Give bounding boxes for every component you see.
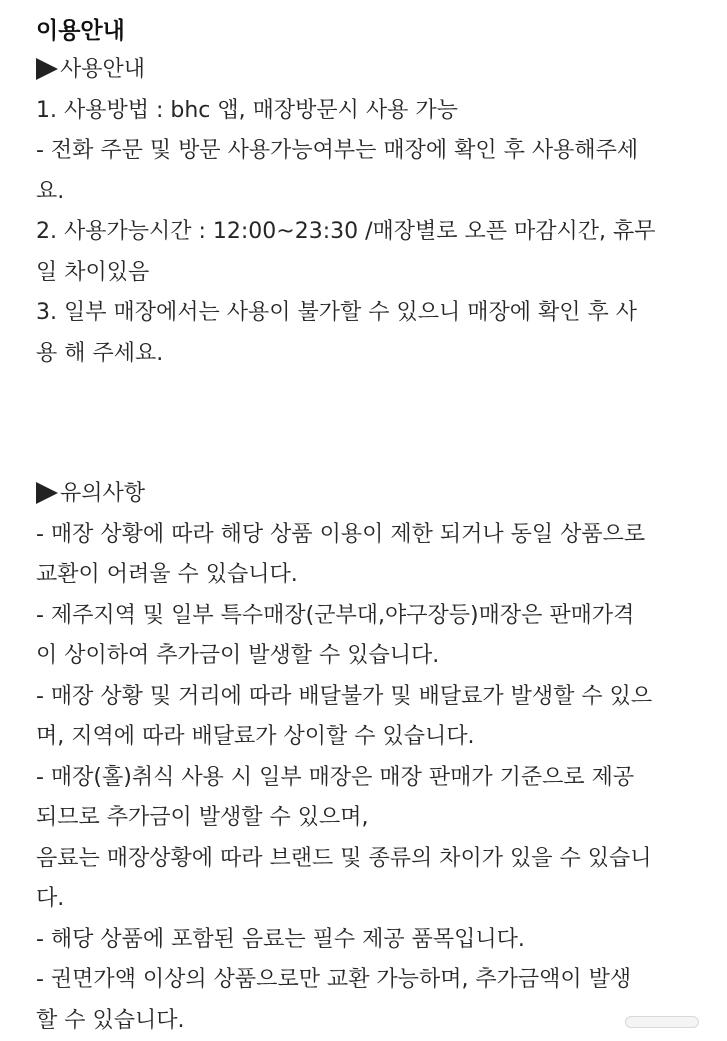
notice-line: 이 상이하여 추가금이 발생할 수 있습니다. [36, 636, 696, 677]
usage-line: 2. 사용가능시간 : 12:00~23:30 /매장별로 오픈 마감시간, 휴무 [36, 212, 696, 253]
notice-line: - 매장(홀)취식 사용 시 일부 매장은 매장 판매가 기준으로 제공 [36, 758, 696, 799]
notice-line: - 매장 상황 및 거리에 따라 배달불가 및 배달료가 발생할 수 있으 [36, 677, 696, 718]
triangle-right-icon [36, 482, 58, 504]
usage-line: 용 해 주세요. [36, 334, 696, 375]
notice-line: - 제주지역 및 일부 특수매장(군부대,야구장등)매장은 판매가격 [36, 596, 696, 637]
usage-heading-label: 사용안내 [60, 57, 145, 82]
notice-line: 교환이 어려울 수 있습니다. [36, 555, 696, 596]
notice-line: 되므로 추가금이 발생할 수 있으며, [36, 798, 696, 839]
notice-line: 며, 지역에 따라 배달료가 상이할 수 있습니다. [36, 717, 696, 758]
usage-line: - 전화 주문 및 방문 사용가능여부는 매장에 확인 후 사용해주세 [36, 131, 696, 172]
scroll-indicator[interactable] [625, 1016, 699, 1028]
usage-line: 3. 일부 매장에서는 사용이 불가할 수 있으니 매장에 확인 후 사 [36, 293, 696, 334]
usage-guide [36, 12, 696, 1041]
usage-line: 요. [36, 172, 696, 213]
notice-heading [36, 474, 696, 515]
notice-line: 할 수 있습니다. [36, 1001, 696, 1041]
section-spacer [36, 374, 696, 474]
notice-line: - 권면가액 이상의 상품으로만 교환 가능하며, 추가금액이 발생 [36, 960, 696, 1001]
notice-line: - 매장 상황에 따라 해당 상품 이용이 제한 되거나 동일 상품으로 [36, 515, 696, 556]
notice-line: 다. [36, 879, 696, 920]
usage-line: 일 차이있음 [36, 253, 696, 294]
notice-line: - 해당 상품에 포함된 음료는 필수 제공 품목입니다. [36, 920, 696, 961]
usage-heading [36, 50, 696, 91]
notice-heading-label: 유의사항 [60, 481, 145, 506]
usage-line: 1. 사용방법 : bhc 앱, 매장방문시 사용 가능 [36, 91, 696, 132]
page-title: 이용안내 [36, 12, 696, 50]
triangle-right-icon [36, 58, 58, 80]
notice-line: 음료는 매장상황에 따라 브랜드 및 종류의 차이가 있을 수 있습니 [36, 839, 696, 880]
